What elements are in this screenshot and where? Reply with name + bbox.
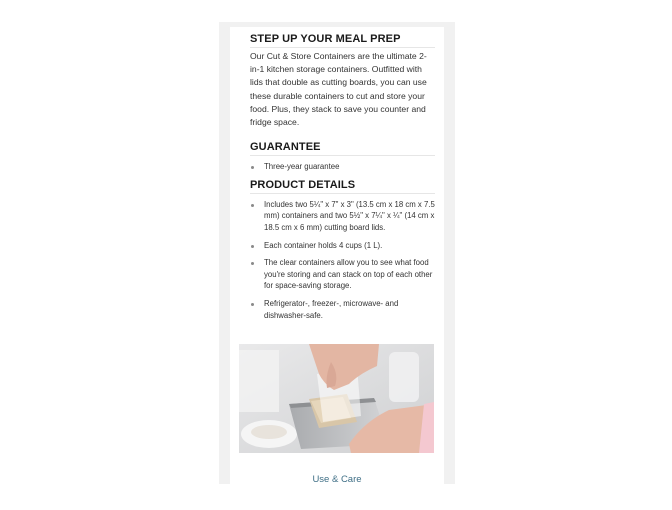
product-details-list (250, 199, 435, 321)
list-item (250, 240, 435, 252)
list-item-text: Three-year guarantee (264, 162, 340, 172)
guarantee-list (250, 161, 435, 173)
guarantee-heading: GUARANTEE (250, 141, 435, 156)
list-item (250, 161, 435, 173)
list-item-text: The clear containers allow you to see what food you're storing and can stack on top of each other for space-saving storage. (264, 258, 433, 291)
product-details-heading: PRODUCT DETAILS (250, 179, 435, 194)
product-photo (239, 344, 434, 453)
list-item-text: Refrigerator-, freezer-, microwave- and dishwasher-safe. (264, 298, 399, 320)
meal-prep-description: Our Cut & Store Containers are the ultimate 2-in-1 kitchen storage containers. Outfitted with lids that double as cutting boards, you can use these durable containers to cut and store your food. Plus, they stack to save you counter and fridge space. (250, 51, 427, 128)
bullet-icon (251, 166, 254, 169)
bullet-icon (251, 262, 254, 265)
bullet-icon (251, 303, 254, 306)
guarantee-section (250, 141, 435, 173)
cutting-board-photo-icon (239, 344, 434, 453)
bullet-icon (251, 204, 254, 207)
product-content (250, 33, 435, 327)
list-item-text: Includes two 5¼" x 7" x 3" (13.5 cm x 18 cm x 7.5 mm) containers and two 5½" x 7¼" x ¼" (14 cm x 18.5 cm x 6 mm) cutting board lids. (264, 199, 435, 232)
list-item (250, 199, 435, 234)
meal-prep-section (250, 33, 435, 129)
list-item (250, 298, 435, 321)
product-details-section (250, 179, 435, 321)
meal-prep-heading: STEP UP YOUR MEAL PREP (250, 33, 435, 48)
product-page (230, 27, 444, 484)
list-item-text: Each container holds 4 cups (1 L). (264, 240, 383, 250)
bullet-icon (251, 245, 254, 248)
use-and-care-link[interactable]: Use & Care (312, 474, 362, 484)
list-item (250, 257, 435, 292)
